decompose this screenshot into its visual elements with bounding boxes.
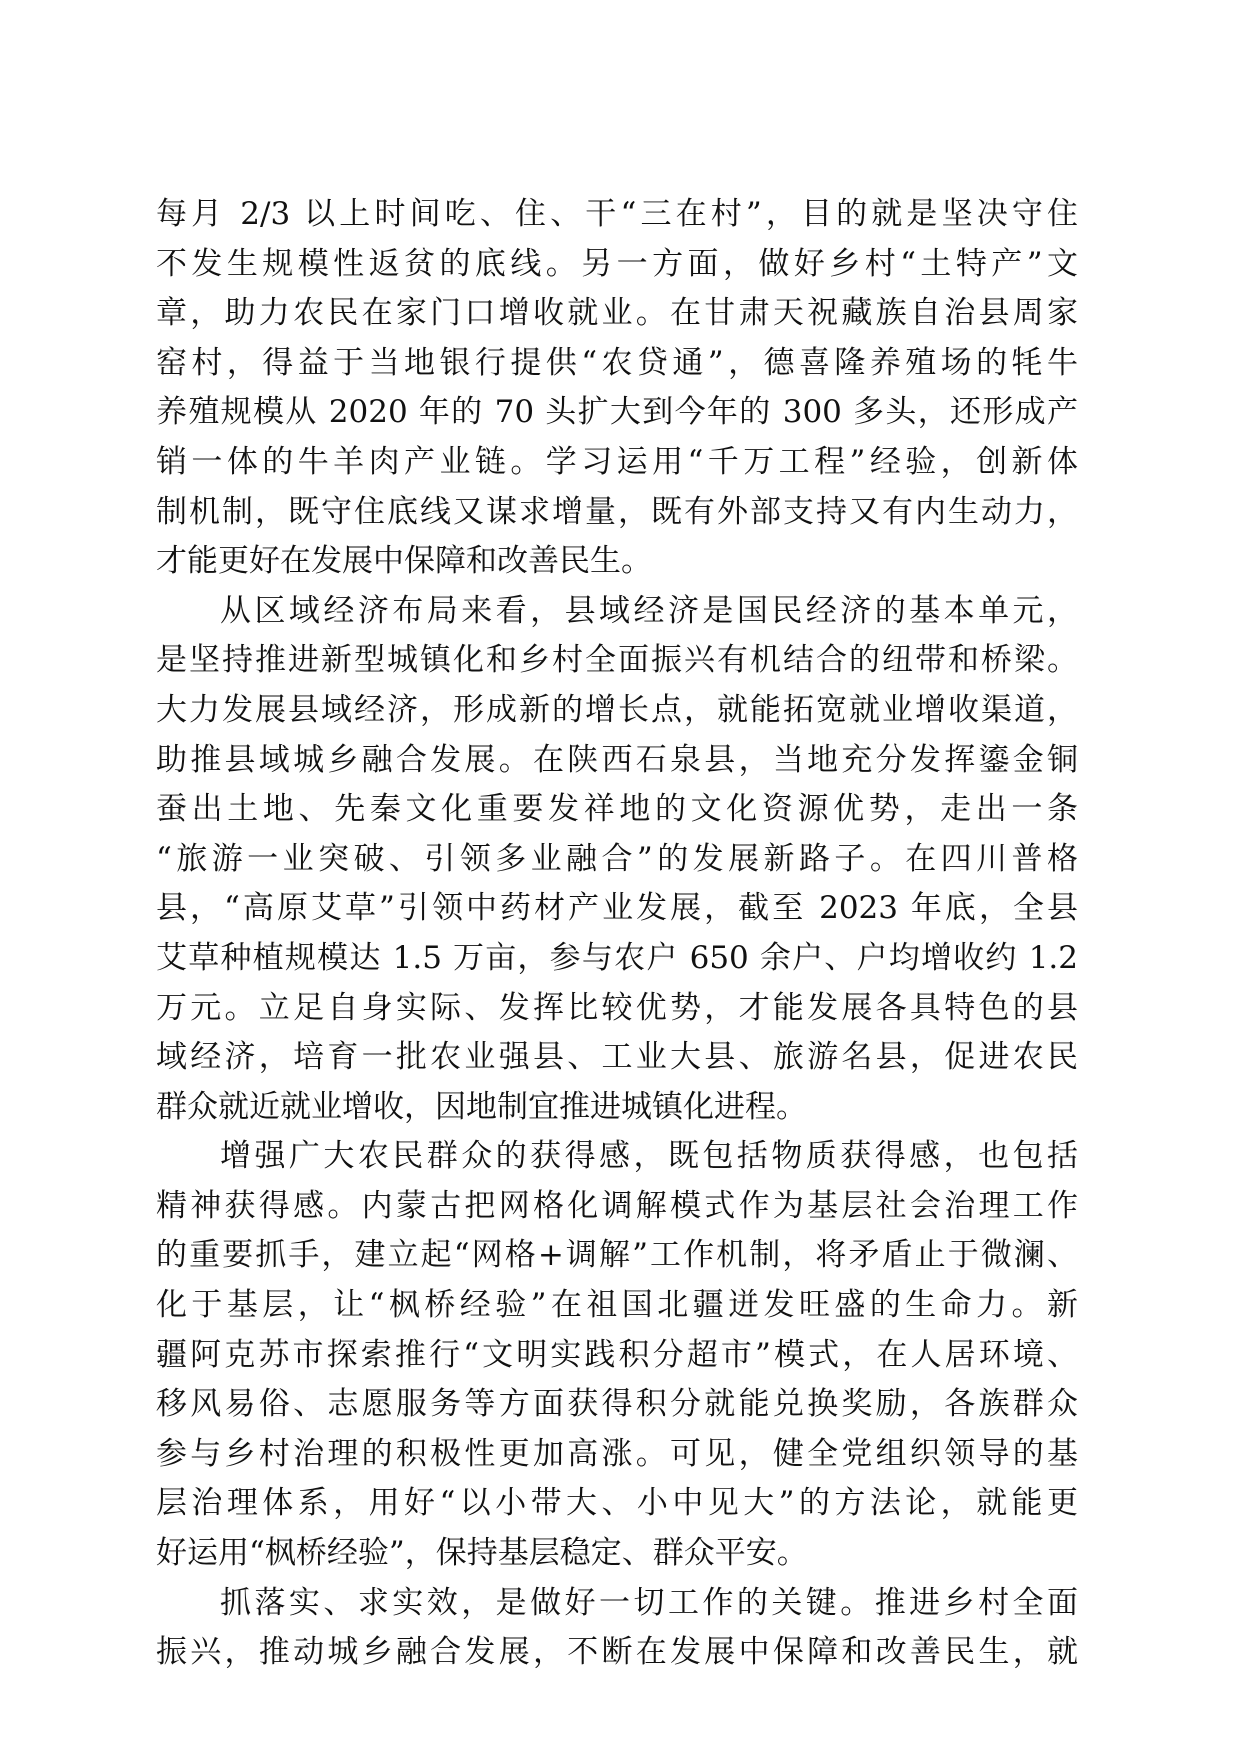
paragraph (156, 1579, 1078, 1678)
text-line: 窑村，得益于当地银行提供“农贷通”，德喜隆养殖场的牦牛 (156, 344, 1078, 381)
text-line: 从区域经济布局来看，县域经济是国民经济的基本单元， (220, 592, 1078, 629)
text-line: 大力发展县域经济，形成新的增长点，就能拓宽就业增收渠道， (156, 691, 1078, 728)
text-line: 的重要抓手，建立起“网格+调解”工作机制，将矛盾止于微澜、 (156, 1237, 1078, 1274)
text-line: 助推县域城乡融合发展。在陕西石泉县，当地充分发挥鎏金铜 (156, 741, 1078, 778)
text-line: 精神获得感。内蒙古把网格化调解模式作为基层社会治理工作 (156, 1187, 1078, 1224)
paragraph (156, 190, 1078, 587)
text-line: 蚕出土地、先秦文化重要发祥地的文化资源优势，走出一条 (156, 791, 1078, 828)
text-line: 域经济，培育一批农业强县、工业大县、旅游名县，促进农民 (156, 1039, 1078, 1076)
text-line: 群众就近就业增收，因地制宜推进城镇化进程。 (156, 1088, 807, 1125)
text-line: 好运用“枫桥经验”，保持基层稳定、群众平安。 (156, 1535, 808, 1572)
text-line: 参与乡村治理的积极性更加高涨。可见，健全党组织领导的基 (156, 1435, 1078, 1472)
paragraph (156, 1132, 1078, 1578)
text-line: 制机制，既守住底线又谋求增量，既有外部支持又有内生动力， (156, 493, 1078, 530)
text-line: 养殖规模从 2020 年的 70 头扩大到今年的 300 多头，还形成产 (156, 394, 1078, 431)
text-line: 是坚持推进新型城镇化和乡村全面振兴有机结合的纽带和桥梁。 (156, 642, 1078, 679)
text-line: 化于基层，让“枫桥经验”在祖国北疆迸发旺盛的生命力。新 (156, 1287, 1078, 1324)
text-line: 层治理体系，用好“以小带大、小中见大”的方法论，就能更 (156, 1485, 1078, 1522)
text-line: 不发生规模性返贫的底线。另一方面，做好乡村“土特产”文 (156, 245, 1078, 282)
text-line: 章，助力农民在家门口增收就业。在甘肃天祝藏族自治县周家 (156, 295, 1078, 332)
paragraph (156, 587, 1078, 1133)
text-line: 移风易俗、志愿服务等方面获得积分就能兑换奖励，各族群众 (156, 1386, 1078, 1423)
text-line: 振兴，推动城乡融合发展，不断在发展中保障和改善民生，就 (156, 1634, 1078, 1671)
text-line: 县，“高原艾草”引领中药材产业发展，截至 2023 年底，全县 (156, 890, 1078, 927)
text-line: 艾草种植规模达 1.5 万亩，参与农户 650 余户、户均增收约 1.2 (156, 939, 1078, 976)
text-line: 万元。立足自身实际、发挥比较优势，才能发展各具特色的县 (156, 989, 1078, 1026)
text-line: “旅游一业突破、引领多业融合”的发展新路子。在四川普格 (156, 840, 1078, 877)
text-line: 抓落实、求实效，是做好一切工作的关键。推进乡村全面 (220, 1584, 1078, 1621)
document-body (156, 190, 1078, 1678)
text-line: 销一体的牛羊肉产业链。学习运用“千万工程”经验，创新体 (156, 443, 1078, 480)
text-line: 疆阿克苏市探索推行“文明实践积分超市”模式，在人居环境、 (156, 1336, 1078, 1373)
text-line: 增强广大农民群众的获得感，既包括物质获得感，也包括 (220, 1138, 1078, 1175)
text-line: 才能更好在发展中保障和改善民生。 (156, 543, 652, 580)
text-line: 每月 2/3 以上时间吃、住、干“三在村”，目的就是坚决守住 (156, 196, 1078, 232)
